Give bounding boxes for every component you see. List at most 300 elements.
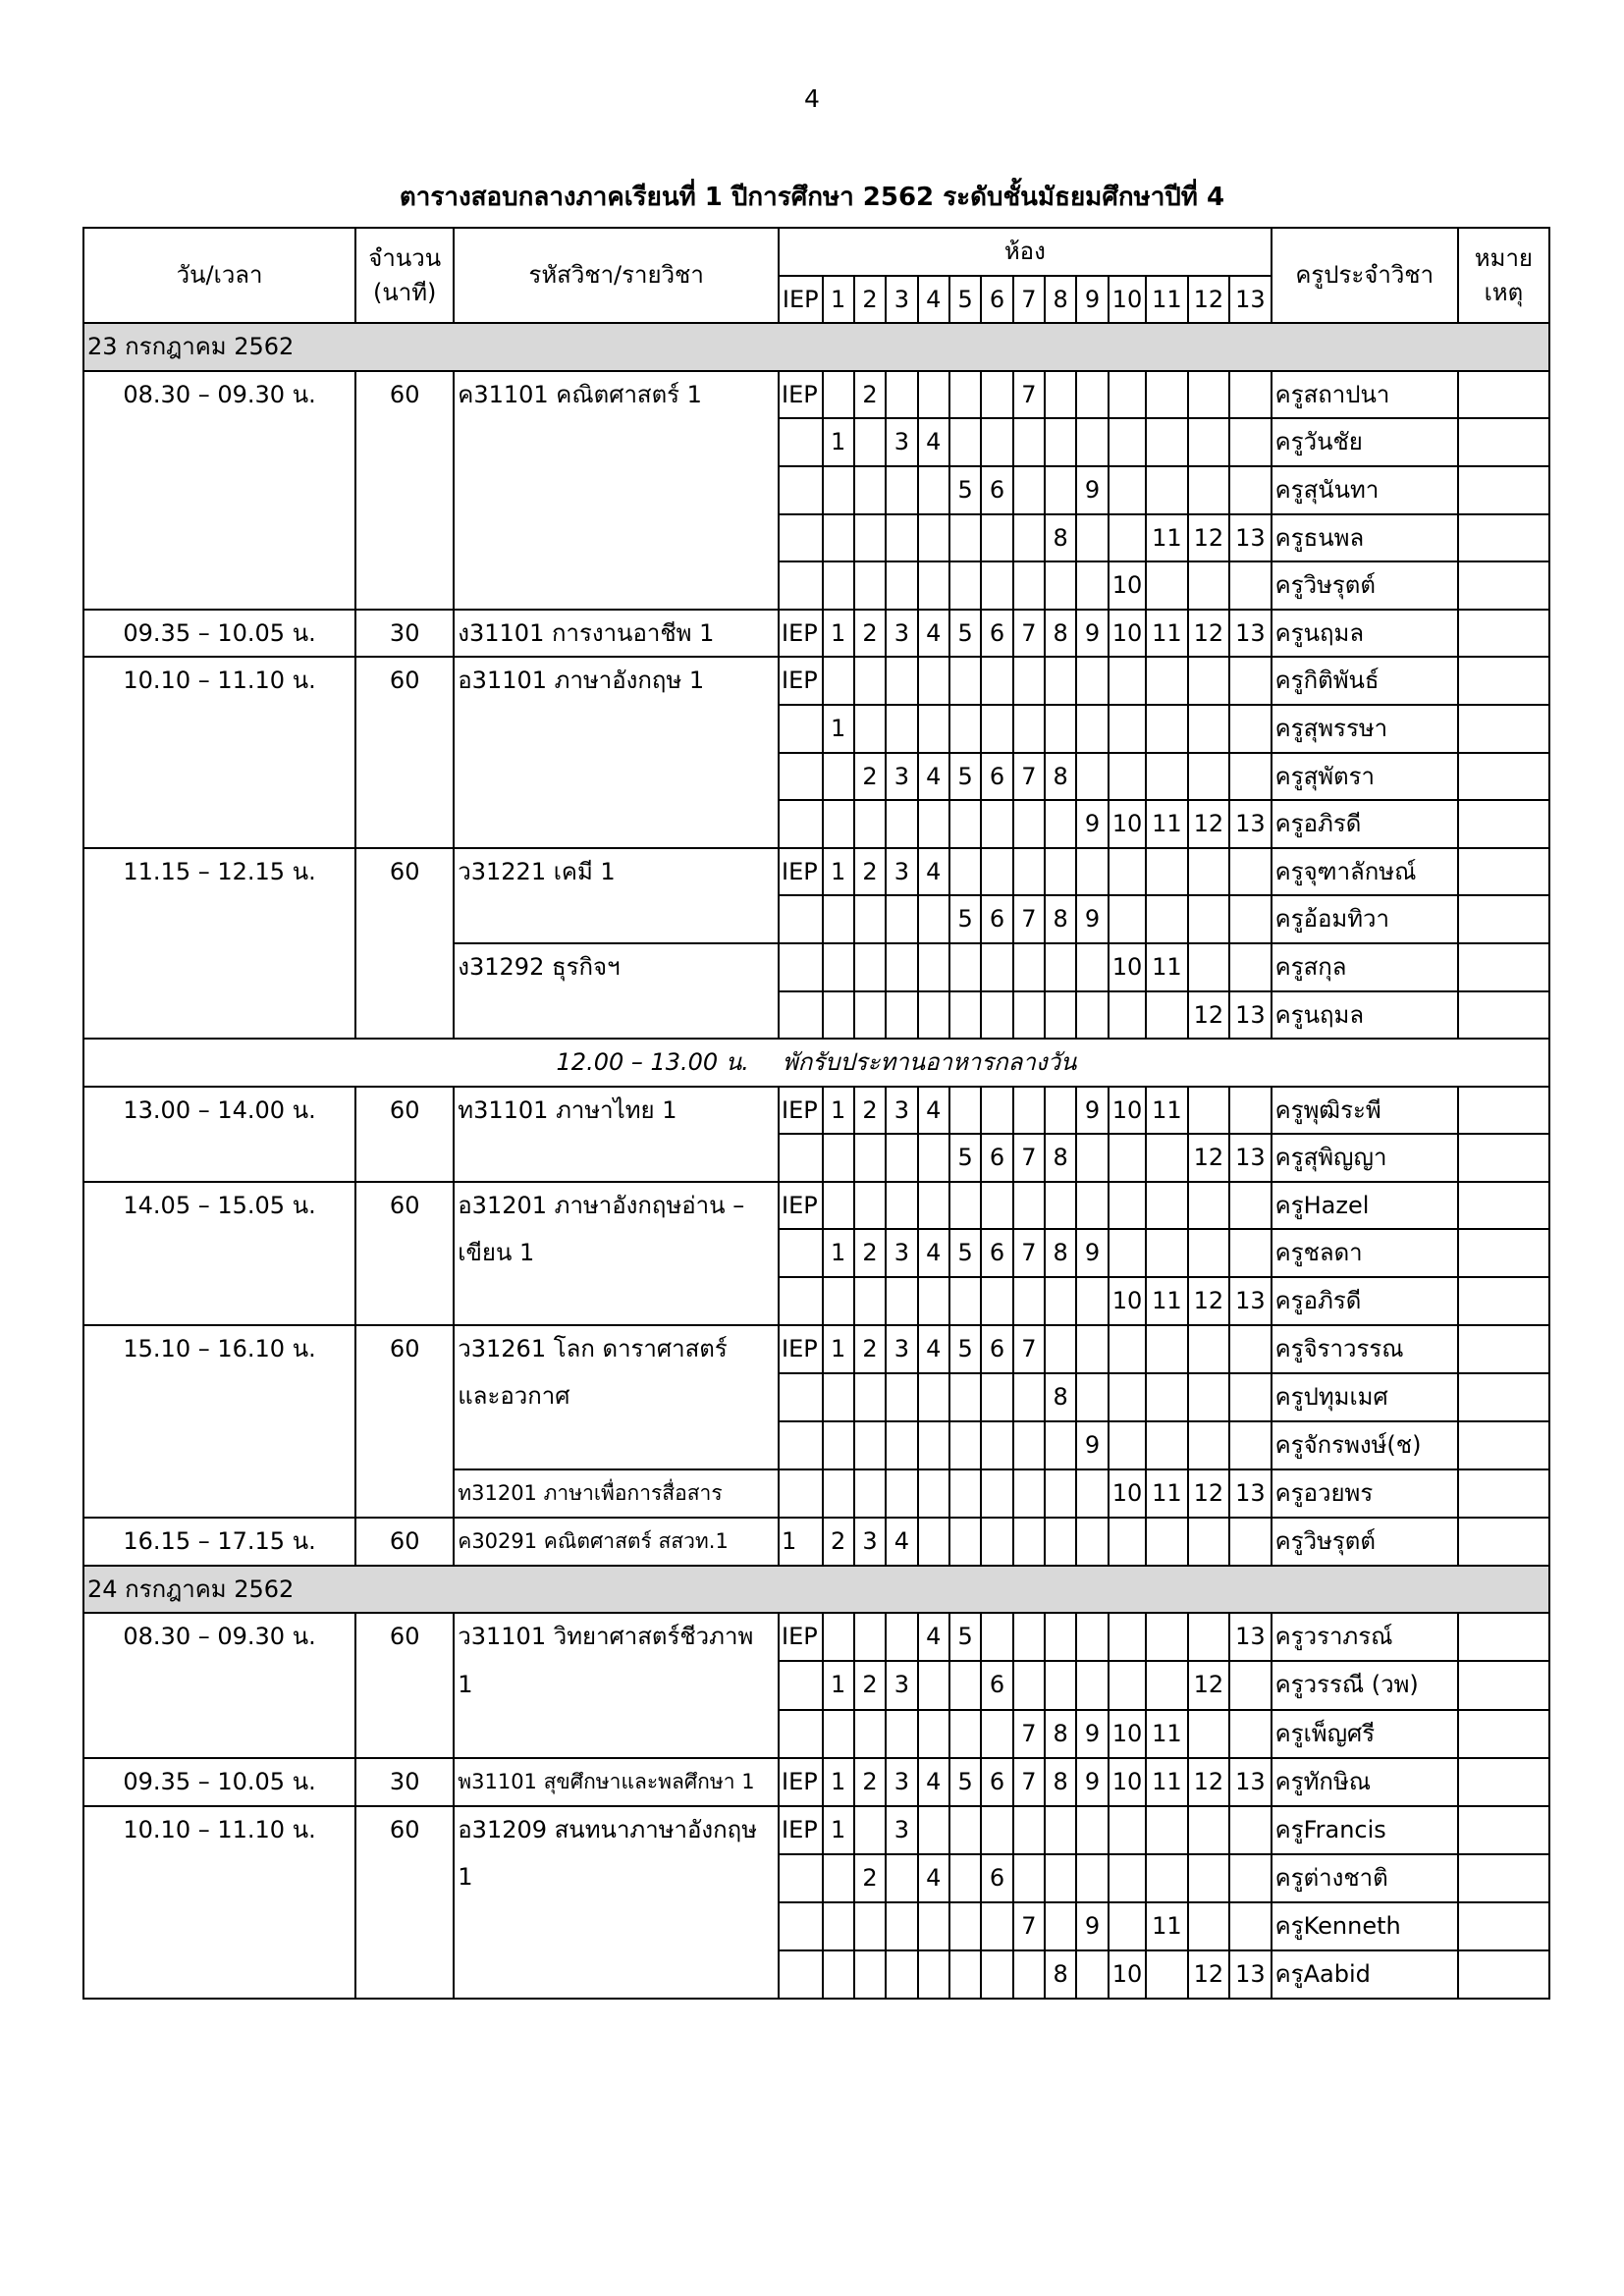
room-cell [1013, 1854, 1045, 1902]
room-cell [918, 1661, 949, 1709]
room-cell [1188, 466, 1229, 514]
header-duration [355, 228, 454, 323]
room-cell [779, 895, 823, 943]
room-cell [1229, 1229, 1272, 1277]
room-cell [1076, 1373, 1108, 1421]
note-cell [1458, 1229, 1549, 1277]
room-cell [1188, 895, 1229, 943]
room-cell [886, 1950, 917, 1999]
room-cell [1146, 1325, 1187, 1373]
room-cell: 11 [1146, 1758, 1187, 1806]
room-cell [1013, 943, 1045, 991]
room-cell: 11 [1146, 610, 1187, 658]
room-cell [918, 371, 949, 419]
room-cell: 10 [1109, 1710, 1146, 1758]
room-cell [1146, 753, 1187, 801]
room-cell [1188, 1613, 1229, 1661]
room-cell [854, 657, 886, 705]
room-cell: 12 [1188, 1758, 1229, 1806]
room-cell [1109, 753, 1146, 801]
header-room-9: 9 [1076, 276, 1108, 324]
room-cell [1076, 705, 1108, 753]
room-cell [1013, 848, 1045, 896]
room-cell [949, 418, 981, 466]
room-cell: 11 [1146, 1469, 1187, 1518]
note-cell [1458, 1950, 1549, 1999]
room-cell [1146, 466, 1187, 514]
room-cell [1013, 657, 1045, 705]
room-cell [1076, 1950, 1108, 1999]
note-cell [1458, 943, 1549, 991]
room-cell [823, 657, 854, 705]
note-cell [1458, 800, 1549, 848]
room-cell [823, 991, 854, 1040]
room-cell: 10 [1109, 1469, 1146, 1518]
room-cell: 9 [1076, 466, 1108, 514]
room-cell [886, 1134, 917, 1182]
room-cell [886, 1469, 917, 1518]
room-cell [1229, 657, 1272, 705]
header-room-0: IEP [779, 276, 823, 324]
room-cell: 7 [1013, 1758, 1045, 1806]
room-cell [1109, 848, 1146, 896]
subject-cell: อ31101 ภาษาอังกฤษ 1 [454, 657, 779, 847]
room-cell: 12 [1188, 1277, 1229, 1325]
room-cell [1013, 514, 1045, 562]
teacher-name: ครูทักษิณ [1272, 1758, 1458, 1806]
room-cell: 10 [1109, 1087, 1146, 1135]
room-cell [779, 561, 823, 610]
subject-cell [454, 1182, 779, 1325]
room-cell: 4 [886, 1518, 917, 1566]
room-cell [886, 1182, 917, 1230]
room-cell [918, 943, 949, 991]
room-cell: 8 [1045, 1950, 1076, 1999]
room-cell [1045, 1854, 1076, 1902]
table-row [83, 1182, 1549, 1230]
room-cell: 11 [1146, 800, 1187, 848]
header-room-4: 4 [918, 276, 949, 324]
room-cell [886, 895, 917, 943]
room-cell [823, 371, 854, 419]
room-cell [1229, 418, 1272, 466]
teacher-name: ครูต่างชาติ [1272, 1854, 1458, 1902]
room-cell [1076, 1854, 1108, 1902]
table-header [83, 228, 1549, 323]
page-number: 4 [804, 84, 820, 113]
room-cell: 5 [949, 1613, 981, 1661]
room-cell: IEP [779, 1806, 823, 1854]
subject-cell: ท31101 ภาษาไทย 1 [454, 1087, 779, 1182]
room-cell [823, 800, 854, 848]
room-cell [1045, 800, 1076, 848]
room-cell [1188, 1373, 1229, 1421]
room-cell [1076, 1518, 1108, 1566]
room-cell [854, 1421, 886, 1469]
room-cell [1109, 1661, 1146, 1709]
room-cell [823, 1902, 854, 1950]
room-cell [1229, 1087, 1272, 1135]
room-cell [981, 1806, 1012, 1854]
room-cell: 3 [886, 610, 917, 658]
room-cell [779, 1661, 823, 1709]
room-cell [981, 371, 1012, 419]
header-room-2: 2 [854, 276, 886, 324]
room-cell [1109, 1421, 1146, 1469]
room-cell [918, 1373, 949, 1421]
room-cell [886, 705, 917, 753]
note-cell [1458, 1182, 1549, 1230]
room-cell [949, 1710, 981, 1758]
room-cell: 1 [823, 705, 854, 753]
room-cell [1109, 705, 1146, 753]
room-cell: 6 [981, 1134, 1012, 1182]
room-cell [1109, 1518, 1146, 1566]
room-cell [918, 705, 949, 753]
room-cell [1076, 561, 1108, 610]
subject-cell: ท31201 ภาษาเพื่อการสื่อสาร [454, 1469, 779, 1518]
room-cell [1013, 466, 1045, 514]
room-cell: 4 [918, 1854, 949, 1902]
room-cell: 12 [1188, 610, 1229, 658]
room-cell [1146, 1134, 1187, 1182]
room-cell: 2 [854, 1087, 886, 1135]
room-cell: IEP [779, 848, 823, 896]
room-cell [918, 1902, 949, 1950]
room-cell: 10 [1109, 1950, 1146, 1999]
room-cell: 12 [1188, 800, 1229, 848]
subject-line: 1 [458, 1670, 473, 1698]
table-body [83, 323, 1549, 1999]
room-cell [1045, 1421, 1076, 1469]
room-cell [886, 1277, 917, 1325]
room-cell [886, 1710, 917, 1758]
room-cell [1188, 1229, 1229, 1277]
room-cell [1146, 848, 1187, 896]
room-cell: IEP [779, 1087, 823, 1135]
room-cell [981, 1902, 1012, 1950]
subject-line [458, 1709, 775, 1757]
room-cell [886, 1902, 917, 1950]
room-cell: 7 [1013, 1229, 1045, 1277]
room-cell: 7 [1013, 1710, 1045, 1758]
note-cell [1458, 1134, 1549, 1182]
room-cell: 4 [918, 1758, 949, 1806]
room-cell: 9 [1076, 1087, 1108, 1135]
room-cell: 5 [949, 753, 981, 801]
teacher-name: ครูจิราวรรณ [1272, 1325, 1458, 1373]
room-cell [981, 800, 1012, 848]
room-cell: 3 [886, 753, 917, 801]
room-cell [918, 1469, 949, 1518]
room-cell [949, 561, 981, 610]
teacher-name: ครูจักรพงษ์(ช) [1272, 1421, 1458, 1469]
teacher-name: ครูสุพัตรา [1272, 753, 1458, 801]
subject-line: ว31261 โลก ดาราศาสตร์ [458, 1334, 728, 1362]
room-cell [1229, 371, 1272, 419]
room-cell [918, 1421, 949, 1469]
room-cell: 5 [949, 610, 981, 658]
room-cell [1045, 466, 1076, 514]
room-cell: 1 [823, 1087, 854, 1135]
room-cell [886, 1421, 917, 1469]
subject-line: 1 [458, 1863, 473, 1892]
note-cell [1458, 895, 1549, 943]
room-cell [854, 1277, 886, 1325]
room-cell [981, 705, 1012, 753]
room-cell [1229, 1421, 1272, 1469]
subject-line [458, 1902, 775, 1950]
room-cell: 3 [886, 1087, 917, 1135]
exam-duration: 60 [355, 1806, 454, 1999]
room-cell [1076, 657, 1108, 705]
room-cell [1146, 1854, 1187, 1902]
room-cell [823, 1854, 854, 1902]
room-cell [823, 1373, 854, 1421]
room-cell: IEP [779, 1613, 823, 1661]
room-cell: 4 [918, 848, 949, 896]
lunch-text: พักรับประทานอาหารกลางวัน [782, 1048, 1077, 1077]
room-cell [854, 418, 886, 466]
room-cell [1076, 1325, 1108, 1373]
teacher-name: ครูอภิรดี [1272, 800, 1458, 848]
header-room-3: 3 [886, 276, 917, 324]
room-cell [779, 418, 823, 466]
room-cell [1013, 1950, 1045, 1999]
note-cell [1458, 1469, 1549, 1518]
room-cell: 8 [1045, 1758, 1076, 1806]
room-cell [854, 514, 886, 562]
table-row [83, 1325, 1549, 1373]
room-cell [1188, 1518, 1229, 1566]
room-cell [1013, 418, 1045, 466]
room-cell [779, 1229, 823, 1277]
header-room-12: 12 [1188, 276, 1229, 324]
room-cell: 11 [1146, 1277, 1187, 1325]
table-row [83, 1613, 1549, 1661]
note-cell [1458, 753, 1549, 801]
room-cell: 9 [1076, 1229, 1108, 1277]
room-cell [1013, 1421, 1045, 1469]
lunch-row [83, 1039, 1549, 1087]
room-cell [1229, 1182, 1272, 1230]
room-cell: 2 [854, 1854, 886, 1902]
room-cell [854, 1950, 886, 1999]
room-cell: 7 [1013, 1902, 1045, 1950]
exam-time: 10.10 – 11.10 น. [83, 1806, 355, 1999]
subject-cell: พ31101 สุขศึกษาและพลศึกษา 1 [454, 1758, 779, 1806]
room-cell [1045, 848, 1076, 896]
exam-schedule-table [82, 227, 1550, 2000]
room-cell [1013, 1182, 1045, 1230]
note-cell [1458, 1421, 1549, 1469]
room-cell: IEP [779, 657, 823, 705]
room-cell: 8 [1045, 610, 1076, 658]
room-cell [779, 943, 823, 991]
note-cell [1458, 561, 1549, 610]
room-cell: 12 [1188, 1950, 1229, 1999]
room-cell: 6 [981, 1758, 1012, 1806]
room-cell: 13 [1229, 514, 1272, 562]
subject-cell: ว31221 เคมี 1 [454, 848, 779, 943]
teacher-name: ครูธนพล [1272, 514, 1458, 562]
note-cell [1458, 1758, 1549, 1806]
room-cell [1146, 371, 1187, 419]
exam-duration: 60 [355, 848, 454, 1039]
room-cell: 2 [854, 610, 886, 658]
room-cell [981, 1421, 1012, 1469]
room-cell [949, 1373, 981, 1421]
header-duration-line1: จำนวน [368, 243, 442, 272]
room-cell [918, 1134, 949, 1182]
room-cell [1076, 943, 1108, 991]
room-cell: 13 [1229, 1277, 1272, 1325]
room-cell [1109, 1325, 1146, 1373]
header-subject: รหัสวิชา/รายวิชา [454, 228, 779, 323]
room-cell [1045, 1613, 1076, 1661]
room-cell [854, 1902, 886, 1950]
header-room-7: 7 [1013, 276, 1045, 324]
room-cell: 13 [1229, 1469, 1272, 1518]
room-cell [949, 657, 981, 705]
room-cell [1076, 1613, 1108, 1661]
room-cell: 8 [1045, 1710, 1076, 1758]
room-cell [1076, 1134, 1108, 1182]
room-cell [1045, 657, 1076, 705]
room-cell [823, 943, 854, 991]
room-cell: 7 [1013, 1325, 1045, 1373]
room-cell: 2 [854, 1229, 886, 1277]
room-cell: 5 [949, 1134, 981, 1182]
room-cell: 5 [949, 895, 981, 943]
teacher-name: ครูนฤมล [1272, 991, 1458, 1040]
table-row [83, 610, 1549, 658]
room-cell [918, 466, 949, 514]
room-cell: 9 [1076, 895, 1108, 943]
room-cell [854, 1134, 886, 1182]
room-cell: 4 [918, 1229, 949, 1277]
room-cell: 7 [1013, 1134, 1045, 1182]
teacher-name: ครูวิษรุตต์ [1272, 1518, 1458, 1566]
room-cell [1146, 1613, 1187, 1661]
note-cell [1458, 1373, 1549, 1421]
room-cell: 9 [1076, 1902, 1108, 1950]
room-cell [1013, 800, 1045, 848]
teacher-name: ครูสถาปนา [1272, 371, 1458, 419]
room-cell [1146, 1950, 1187, 1999]
header-note [1458, 228, 1549, 323]
teacher-name: ครูเพ็ญศรี [1272, 1710, 1458, 1758]
room-cell [1109, 1806, 1146, 1854]
room-cell [1109, 657, 1146, 705]
room-cell [1045, 1806, 1076, 1854]
exam-duration: 60 [355, 1182, 454, 1325]
room-cell [1109, 1373, 1146, 1421]
room-cell: IEP [779, 610, 823, 658]
room-cell: 1 [779, 1518, 823, 1566]
room-cell [949, 1518, 981, 1566]
teacher-name: ครูHazel [1272, 1182, 1458, 1230]
room-cell: 1 [823, 610, 854, 658]
room-cell: 9 [1076, 610, 1108, 658]
note-cell [1458, 1854, 1549, 1902]
note-cell [1458, 466, 1549, 514]
room-cell [1045, 1902, 1076, 1950]
room-cell [1045, 1469, 1076, 1518]
room-cell: 7 [1013, 895, 1045, 943]
teacher-name: ครูวิษรุตต์ [1272, 561, 1458, 610]
room-cell: 11 [1146, 514, 1187, 562]
room-cell: 5 [949, 466, 981, 514]
room-cell [1146, 1229, 1187, 1277]
subject-cell: ค30291 คณิตศาสตร์ สสวท.1 [454, 1518, 779, 1566]
note-cell [1458, 991, 1549, 1040]
room-cell [779, 1902, 823, 1950]
teacher-name: ครูสกุล [1272, 943, 1458, 991]
room-cell [823, 561, 854, 610]
room-cell: 13 [1229, 1613, 1272, 1661]
room-cell [779, 800, 823, 848]
room-cell [1188, 1806, 1229, 1854]
room-cell [949, 1902, 981, 1950]
room-cell: 9 [1076, 800, 1108, 848]
room-cell: 9 [1076, 1421, 1108, 1469]
room-cell [1045, 1087, 1076, 1135]
room-cell [1045, 561, 1076, 610]
note-cell [1458, 1613, 1549, 1661]
subject-cell [454, 1325, 779, 1470]
room-cell: 4 [918, 1613, 949, 1661]
room-cell [1045, 943, 1076, 991]
header-room-8: 8 [1045, 276, 1076, 324]
room-cell [1229, 1518, 1272, 1566]
room-cell: 5 [949, 1758, 981, 1806]
header-room-6: 6 [981, 276, 1012, 324]
room-cell [1188, 1087, 1229, 1135]
room-cell [1229, 753, 1272, 801]
room-cell [886, 561, 917, 610]
room-cell: 6 [981, 753, 1012, 801]
exam-duration: 60 [355, 1613, 454, 1758]
room-cell [1076, 1277, 1108, 1325]
room-cell [981, 1710, 1012, 1758]
room-cell [949, 705, 981, 753]
room-cell: 2 [854, 1325, 886, 1373]
room-cell: 2 [854, 1758, 886, 1806]
exam-duration: 30 [355, 610, 454, 658]
room-cell: 2 [823, 1518, 854, 1566]
room-cell [1013, 705, 1045, 753]
room-cell: 13 [1229, 1134, 1272, 1182]
room-cell [1045, 1182, 1076, 1230]
room-cell: 10 [1109, 1277, 1146, 1325]
room-cell: 8 [1045, 514, 1076, 562]
room-cell [949, 1806, 981, 1854]
room-cell [854, 1710, 886, 1758]
exam-time: 10.10 – 11.10 น. [83, 657, 355, 847]
exam-duration: 30 [355, 1758, 454, 1806]
room-cell [949, 1661, 981, 1709]
room-cell [1076, 1182, 1108, 1230]
room-cell [779, 1373, 823, 1421]
room-cell [918, 895, 949, 943]
subject-cell [454, 1613, 779, 1758]
room-cell: 6 [981, 895, 1012, 943]
room-cell [1188, 1902, 1229, 1950]
header-duration-line2: (นาที) [372, 278, 437, 306]
room-cell: 4 [918, 1325, 949, 1373]
table-row [83, 1806, 1549, 1854]
